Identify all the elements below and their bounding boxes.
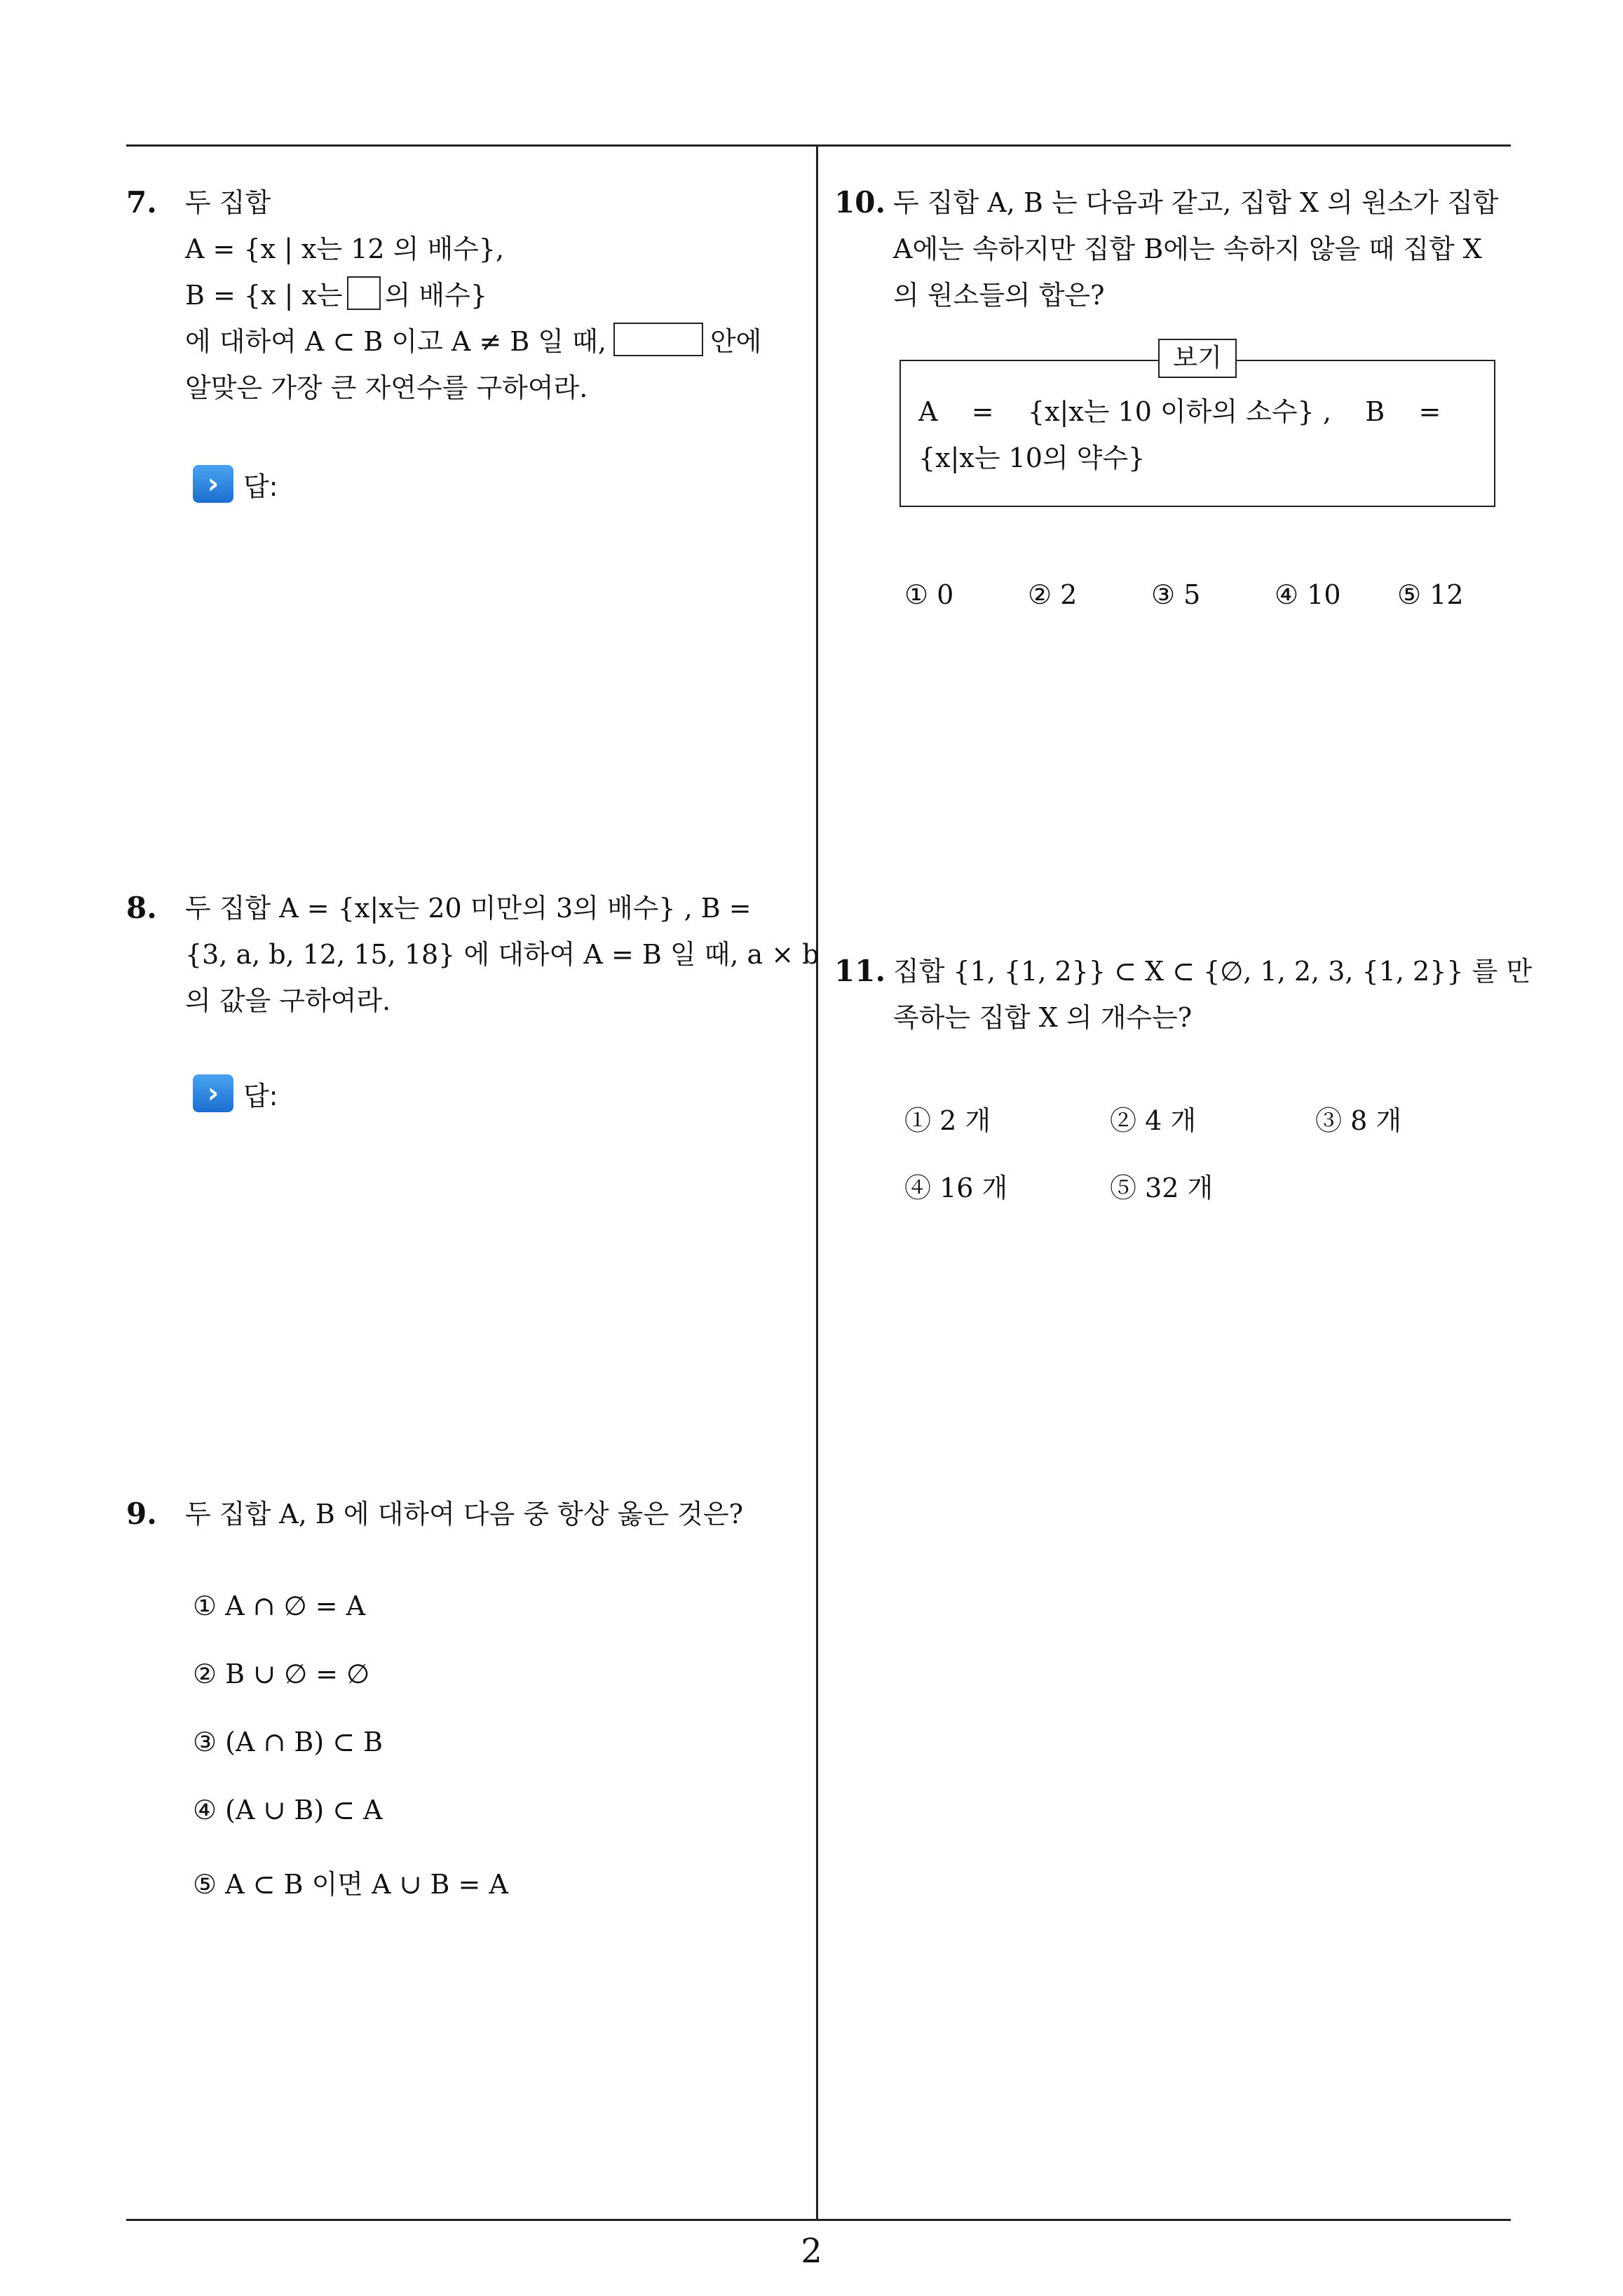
choice-3[interactable]: ③ 8 개 — [1315, 1105, 1402, 1136]
example-box-title: 보기 — [1158, 339, 1237, 378]
choice-2[interactable]: ② 2 — [1028, 579, 1078, 610]
choice-3[interactable]: ③ (A ∩ B) ⊂ B — [193, 1727, 383, 1757]
choice-1[interactable]: ① 2 개 — [904, 1105, 991, 1136]
question-text: 두 집합 — [185, 187, 271, 218]
answer-field[interactable] — [193, 463, 278, 505]
question-text: 집합 {1, {1, 2}} ⊂ X ⊂ {∅, 1, 2, 3, {1, 2}} 를 만 — [893, 956, 1533, 987]
question-text: 족하는 집합 X 의 개수는? — [893, 1002, 1193, 1033]
example-box-line: A = {x|x는 10 이하의 소수} , B = — [918, 396, 1441, 427]
question-text: 두 집합 A, B 에 대하여 다음 중 항상 옳은 것은? — [185, 1499, 743, 1529]
choice-5[interactable]: ⑤ A ⊂ B 이면 A ∪ B = A — [193, 1869, 508, 1900]
choice-2[interactable]: ② B ∪ ∅ = ∅ — [193, 1659, 370, 1689]
blank-box — [613, 323, 703, 356]
question-text: 의 값을 구하여라. — [185, 985, 391, 1016]
choice-4[interactable]: ④ (A ∪ B) ⊂ A — [193, 1795, 383, 1825]
answer-field[interactable] — [193, 1072, 278, 1114]
question-number: 11. — [834, 954, 886, 988]
question-number: 8. — [126, 891, 157, 925]
question-text: 두 집합 A = {x|x는 20 미만의 3의 배수} , B = — [185, 893, 752, 924]
question-number: 10. — [834, 185, 886, 220]
choice-1[interactable]: ① A ∩ ∅ = A — [193, 1591, 366, 1621]
question-number: 7. — [126, 185, 157, 220]
choice-5[interactable]: ⑤ 12 — [1397, 579, 1464, 610]
blank-box — [347, 276, 381, 310]
set-a-definition: A = {x | x는 12 의 배수}, — [185, 234, 505, 264]
page-number: 2 — [801, 2231, 822, 2271]
choice-2[interactable]: ② 4 개 — [1110, 1105, 1197, 1136]
question-text: {3, a, b, 12, 15, 18} 에 대하여 A = B 일 때, a × b — [185, 939, 820, 970]
question-text: A에는 속하지만 집합 B에는 속하지 않을 때 집합 X — [893, 234, 1482, 264]
top-rule — [126, 144, 1511, 147]
question-number: 9. — [126, 1497, 157, 1531]
choice-3[interactable]: ③ 5 — [1151, 579, 1201, 610]
question-text: 두 집합 A, B 는 다음과 같고, 집합 X 의 원소가 집합 — [893, 187, 1499, 218]
question-text: 알맞은 가장 큰 자연수를 구하여라. — [185, 372, 588, 403]
choice-5[interactable]: ⑤ 32 개 — [1110, 1173, 1214, 1203]
choice-4[interactable]: ④ 10 — [1275, 579, 1341, 610]
set-b-definition: B = {x | x는 의 배수} — [185, 272, 761, 318]
choice-1[interactable]: ① 0 — [904, 579, 954, 610]
bottom-rule — [126, 2219, 1511, 2221]
question-condition: 에 대하여 A ⊂ B 이고 A ≠ B 일 때, 안에 — [185, 318, 761, 365]
choice-4[interactable]: ④ 16 개 — [904, 1173, 1008, 1203]
question-text: 의 원소들의 합은? — [893, 280, 1105, 311]
example-box — [899, 360, 1495, 507]
chevron-right-icon: › — [193, 465, 233, 503]
chevron-right-icon: › — [193, 1074, 233, 1112]
answer-label: 답: — [243, 1080, 278, 1112]
example-box-line: {x|x는 10의 약수} — [918, 443, 1146, 473]
column-divider — [816, 144, 818, 2220]
answer-label: 답: — [243, 471, 278, 502]
